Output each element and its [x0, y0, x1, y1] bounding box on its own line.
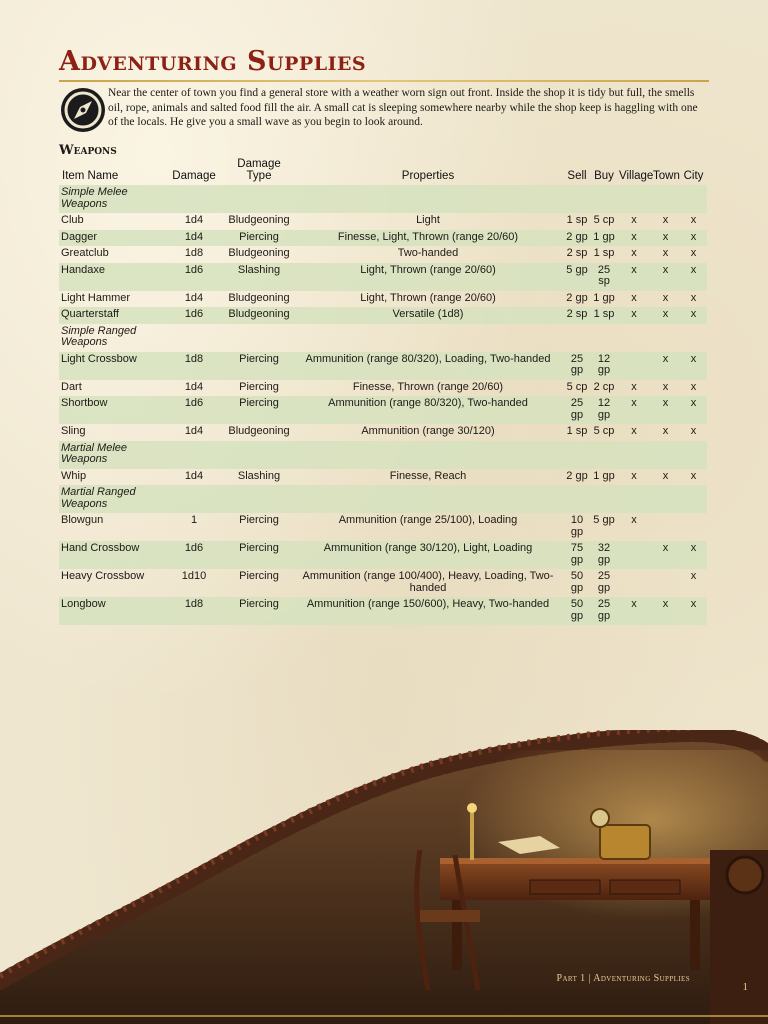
- town-availability: [651, 513, 680, 541]
- page-number: 1: [742, 981, 748, 993]
- damage-type: Piercing: [225, 541, 293, 569]
- damage-value: 1d8: [163, 597, 225, 625]
- village-availability: [617, 569, 651, 597]
- weapons-table: [59, 158, 707, 625]
- table-row: [59, 569, 707, 597]
- item-name: Club: [61, 214, 84, 226]
- category-label: Simple Ranged Weapons: [61, 324, 137, 348]
- town-availability: x: [662, 214, 669, 226]
- properties: Ammunition (range 150/600), Heavy, Two-handed: [293, 597, 563, 625]
- item-name: Whip: [61, 469, 87, 482]
- header-damage: Damage: [172, 170, 216, 182]
- village-availability: x: [631, 469, 637, 482]
- village-availability: x: [631, 247, 637, 259]
- village-availability: x: [617, 263, 651, 291]
- damage-type: Bludgeoning: [228, 291, 290, 304]
- damage-value: 1d4: [184, 425, 204, 437]
- damage-value: 1d8: [163, 352, 225, 380]
- village-availability: [617, 352, 651, 380]
- item-name: Dart: [61, 380, 82, 393]
- town-availability: x: [662, 425, 669, 437]
- damage-type: Slashing: [237, 469, 281, 482]
- category-label: Simple Melee Weapons: [59, 185, 163, 213]
- village-availability: x: [617, 597, 651, 625]
- sell-price: 2 gp: [566, 291, 588, 304]
- table-row: [59, 380, 707, 397]
- category-row-filler: [163, 441, 707, 469]
- properties: Ammunition (range 30/120): [361, 425, 495, 437]
- town-availability: x: [651, 597, 680, 625]
- table-row: [59, 469, 707, 486]
- item-name: Shortbow: [59, 396, 163, 424]
- city-availability: x: [690, 214, 697, 226]
- properties: Ammunition (range 25/100), Loading: [338, 514, 518, 526]
- header-town: Town: [653, 170, 680, 182]
- damage-value: 1d6: [163, 541, 225, 569]
- buy-price: 5 gp: [593, 514, 615, 526]
- town-availability: x: [662, 469, 669, 482]
- item-name: Heavy Crossbow: [61, 570, 145, 582]
- properties: Versatile (1d8): [293, 307, 563, 324]
- village-availability: [617, 541, 651, 569]
- category-row-filler: [163, 185, 707, 213]
- damage-type: Piercing: [239, 570, 279, 582]
- category-label: Martial Ranged Weapons: [59, 485, 163, 513]
- table-row: [59, 541, 707, 569]
- city-availability: x: [690, 425, 697, 437]
- item-name: Light Hammer: [61, 291, 131, 304]
- buy-price: 25 sp: [591, 263, 617, 291]
- city-availability: x: [680, 541, 707, 569]
- buy-price: 32 gp: [591, 541, 617, 569]
- header-city: City: [683, 170, 704, 182]
- table-row: [59, 396, 707, 424]
- buy-price: 25 gp: [597, 570, 611, 594]
- sell-price: 5 gp: [563, 263, 591, 291]
- damage-type: Piercing: [225, 230, 293, 247]
- damage-type: Piercing: [239, 514, 279, 526]
- city-availability: x: [680, 263, 707, 291]
- header-village: Village: [619, 170, 654, 182]
- header-buy: Buy: [594, 170, 614, 182]
- table-row: [59, 424, 707, 441]
- table-row: [59, 213, 707, 230]
- city-availability: x: [680, 352, 707, 380]
- item-name: Dagger: [59, 230, 163, 247]
- item-name: Quarterstaff: [59, 307, 163, 324]
- city-availability: x: [690, 291, 697, 304]
- sell-price: 2 sp: [563, 307, 591, 324]
- properties: Light, Thrown (range 20/60): [360, 291, 496, 304]
- damage-value: 1d4: [163, 230, 225, 247]
- city-availability: [680, 513, 707, 541]
- properties: Ammunition (range 100/400), Heavy, Loading, Two-handed: [302, 570, 554, 594]
- city-availability: x: [690, 570, 697, 582]
- town-availability: x: [651, 352, 680, 380]
- properties: Finesse, Reach: [389, 469, 467, 482]
- city-availability: x: [690, 247, 697, 259]
- village-availability: x: [617, 307, 651, 324]
- item-name: Handaxe: [59, 263, 163, 291]
- sell-price: 25 gp: [563, 396, 591, 424]
- damage-value: 1d4: [184, 214, 204, 226]
- sell-price: 10 gp: [570, 514, 584, 538]
- city-availability: x: [680, 307, 707, 324]
- table-row: [59, 246, 707, 263]
- properties: Light: [416, 214, 440, 226]
- properties: Ammunition (range 80/320), Two-handed: [293, 396, 563, 424]
- buy-price: 1 gp: [593, 291, 615, 304]
- table-row: [59, 291, 707, 308]
- intro-paragraph: Near the center of town you find a general store with a weather worn sign out front. Inside the shop it is tidy but full, the smells oil, rope, animals and salted food fill the air. A small cat is sleeping somewhere nearby while the shop keep is haggling with one of the locals. He give you a small wave as you begin to look around.: [108, 87, 698, 129]
- damage-value: 1d10: [181, 570, 207, 582]
- damage-value: 1d4: [184, 469, 204, 482]
- sell-price: 25 gp: [563, 352, 591, 380]
- header-properties: Properties: [401, 170, 455, 182]
- page-title: Adventuring Supplies: [59, 46, 367, 77]
- table-row: [59, 230, 707, 247]
- category-row-filler: [163, 485, 707, 513]
- header-damage-type: Damage Type: [237, 158, 281, 182]
- city-availability: x: [680, 230, 707, 247]
- section-heading-weapons: Weapons: [59, 143, 117, 158]
- buy-price: 1 sp: [593, 247, 615, 259]
- table-category-row: [59, 324, 707, 352]
- damage-type: Piercing: [239, 380, 279, 393]
- page-footer: Part 1 | Adventuring Supplies: [556, 973, 690, 984]
- item-name: Light Crossbow: [59, 352, 163, 380]
- properties: Two-handed: [397, 247, 459, 259]
- sell-price: 2 gp: [566, 469, 588, 482]
- buy-price: 1 gp: [591, 230, 617, 247]
- sell-price: 2 sp: [566, 247, 588, 259]
- table-category-row: [59, 185, 707, 213]
- damage-value: 1: [190, 514, 198, 526]
- category-row-filler: [163, 324, 707, 352]
- damage-type: Bludgeoning: [228, 425, 290, 437]
- item-name: Longbow: [59, 597, 163, 625]
- table-row: [59, 597, 707, 625]
- damage-type: Piercing: [225, 597, 293, 625]
- village-availability: x: [631, 514, 637, 526]
- weapons-table-body: [59, 185, 707, 625]
- item-name: Hand Crossbow: [59, 541, 163, 569]
- table-row: [59, 513, 707, 541]
- buy-price: 5 cp: [593, 425, 615, 437]
- properties: Ammunition (range 30/120), Light, Loading: [293, 541, 563, 569]
- properties: Finesse, Light, Thrown (range 20/60): [293, 230, 563, 247]
- village-availability: x: [617, 396, 651, 424]
- compass-icon: [59, 86, 107, 134]
- town-availability: x: [651, 307, 680, 324]
- town-availability: x: [662, 380, 669, 393]
- table-category-row: [59, 485, 707, 513]
- table-header-row: [59, 158, 707, 185]
- damage-type: Piercing: [225, 396, 293, 424]
- sell-price: 5 cp: [566, 380, 588, 393]
- properties: Finesse, Thrown (range 20/60): [352, 380, 504, 393]
- table-category-row: [59, 441, 707, 469]
- damage-type: Slashing: [225, 263, 293, 291]
- buy-price: 25 gp: [591, 597, 617, 625]
- buy-price: 5 cp: [593, 214, 615, 226]
- sell-price: 50 gp: [563, 597, 591, 625]
- buy-price: 1 sp: [591, 307, 617, 324]
- table-row: [59, 307, 707, 324]
- item-name: Greatclub: [61, 247, 109, 259]
- damage-type: Bludgeoning: [228, 247, 290, 259]
- city-availability: x: [680, 597, 707, 625]
- sell-price: 50 gp: [570, 570, 584, 594]
- damage-value: 1d6: [163, 307, 225, 324]
- damage-value: 1d6: [163, 396, 225, 424]
- village-availability: x: [631, 291, 637, 304]
- town-availability: x: [651, 230, 680, 247]
- sell-price: 1 sp: [566, 425, 588, 437]
- town-availability: x: [651, 396, 680, 424]
- town-availability: [651, 569, 680, 597]
- buy-price: 2 cp: [593, 380, 615, 393]
- city-availability: x: [690, 469, 697, 482]
- header-sell: Sell: [567, 170, 587, 182]
- village-availability: x: [631, 380, 637, 393]
- buy-price: 1 gp: [593, 469, 615, 482]
- damage-value: 1d8: [184, 247, 204, 259]
- sell-price: 75 gp: [563, 541, 591, 569]
- city-availability: x: [680, 396, 707, 424]
- village-availability: x: [631, 425, 637, 437]
- title-divider: [59, 80, 709, 82]
- sell-price: 2 gp: [563, 230, 591, 247]
- item-name: Blowgun: [61, 514, 104, 526]
- item-name: Sling: [61, 425, 86, 437]
- town-availability: x: [662, 247, 669, 259]
- category-label: Martial Melee Weapons: [59, 441, 163, 469]
- damage-type: Bludgeoning: [225, 307, 293, 324]
- sell-price: 1 sp: [566, 214, 588, 226]
- properties: Ammunition (range 80/320), Loading, Two-handed: [293, 352, 563, 380]
- city-availability: x: [690, 380, 697, 393]
- buy-price: 12 gp: [591, 352, 617, 380]
- damage-type: Piercing: [225, 352, 293, 380]
- village-availability: x: [631, 214, 637, 226]
- damage-value: 1d6: [163, 263, 225, 291]
- buy-price: 12 gp: [591, 396, 617, 424]
- town-availability: x: [651, 541, 680, 569]
- damage-type: Bludgeoning: [228, 214, 290, 226]
- header-item-name: Item Name: [62, 170, 119, 182]
- town-availability: x: [651, 263, 680, 291]
- table-row: [59, 263, 707, 291]
- damage-value: 1d4: [184, 291, 204, 304]
- properties: Light, Thrown (range 20/60): [293, 263, 563, 291]
- town-availability: x: [662, 291, 669, 304]
- damage-value: 1d4: [184, 380, 204, 393]
- village-availability: x: [617, 230, 651, 247]
- table-row: [59, 352, 707, 380]
